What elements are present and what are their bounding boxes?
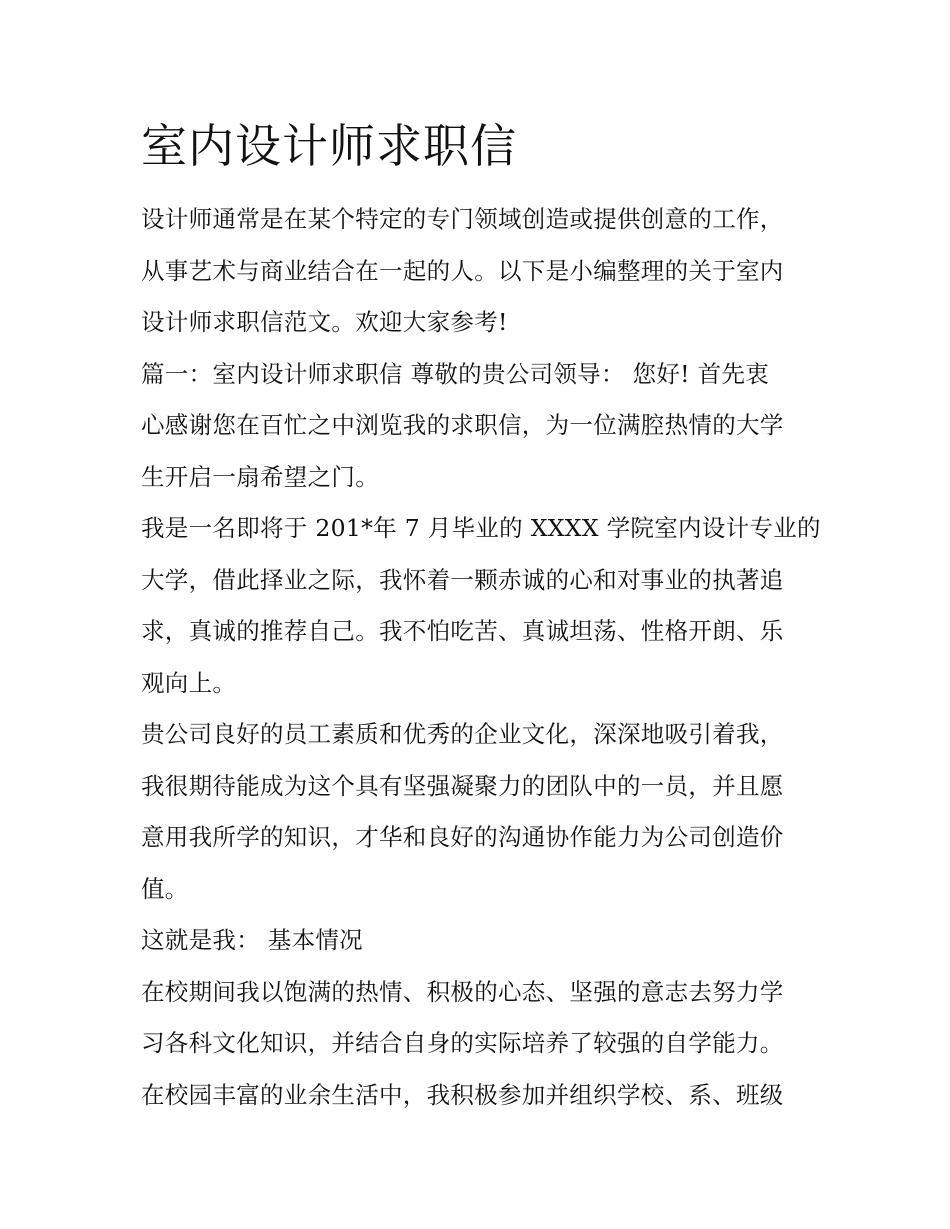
body-line: 这就是我： 基本情况 [141, 926, 363, 954]
document-body [141, 194, 821, 1121]
body-line: 我是一名即将于 201*年 7 月毕业的 XXXX 学院室内设计专业的 [141, 514, 821, 542]
document-page [141, 112, 821, 1121]
body-line: 篇一：室内设计师求职信 尊敬的贵公司领导： 您好! 首先衷 [141, 359, 770, 388]
body-line: 在校期间我以饱满的热情、积极的心态、坚强的意志去努力学 [141, 977, 784, 1006]
body-line: 我很期待能成为这个具有坚强凝聚力的团队中的一员，并且愿 [141, 771, 784, 800]
body-line: 心感谢您在百忙之中浏览我的求职信，为一位满腔热情的大学 [141, 411, 784, 439]
body-line: 习各科文化知识，并结合自身的实际培养了较强的自学能力。 [141, 1029, 784, 1057]
body-line: 大学，借此择业之际，我怀着一颗赤诚的心和对事业的执著追 [141, 565, 784, 594]
body-line: 在校园丰富的业余生活中，我积极参加并组织学校、系、班级 [141, 1080, 784, 1109]
body-line: 生开启一扇希望之门。 [141, 462, 379, 491]
body-line: 意用我所学的知识，才华和良好的沟通协作能力为公司创造价 [141, 823, 784, 851]
document-title: 室内设计师求职信 [141, 119, 517, 173]
body-line: 贵公司良好的员工素质和优秀的企业文化，深深地吸引着我， [141, 720, 784, 748]
body-line: 设计师通常是在某个特定的专门领域创造或提供创意的工作， [141, 205, 784, 233]
body-line: 值。 [141, 874, 189, 903]
body-line: 设计师求职信范文。欢迎大家参考! [141, 308, 508, 336]
body-line: 求，真诚的推荐自己。我不怕吃苦、真诚坦荡、性格开朗、乐 [141, 617, 784, 645]
body-line: 观向上。 [141, 668, 237, 697]
body-line: 从事艺术与商业结合在一起的人。以下是小编整理的关于室内 [141, 256, 784, 285]
